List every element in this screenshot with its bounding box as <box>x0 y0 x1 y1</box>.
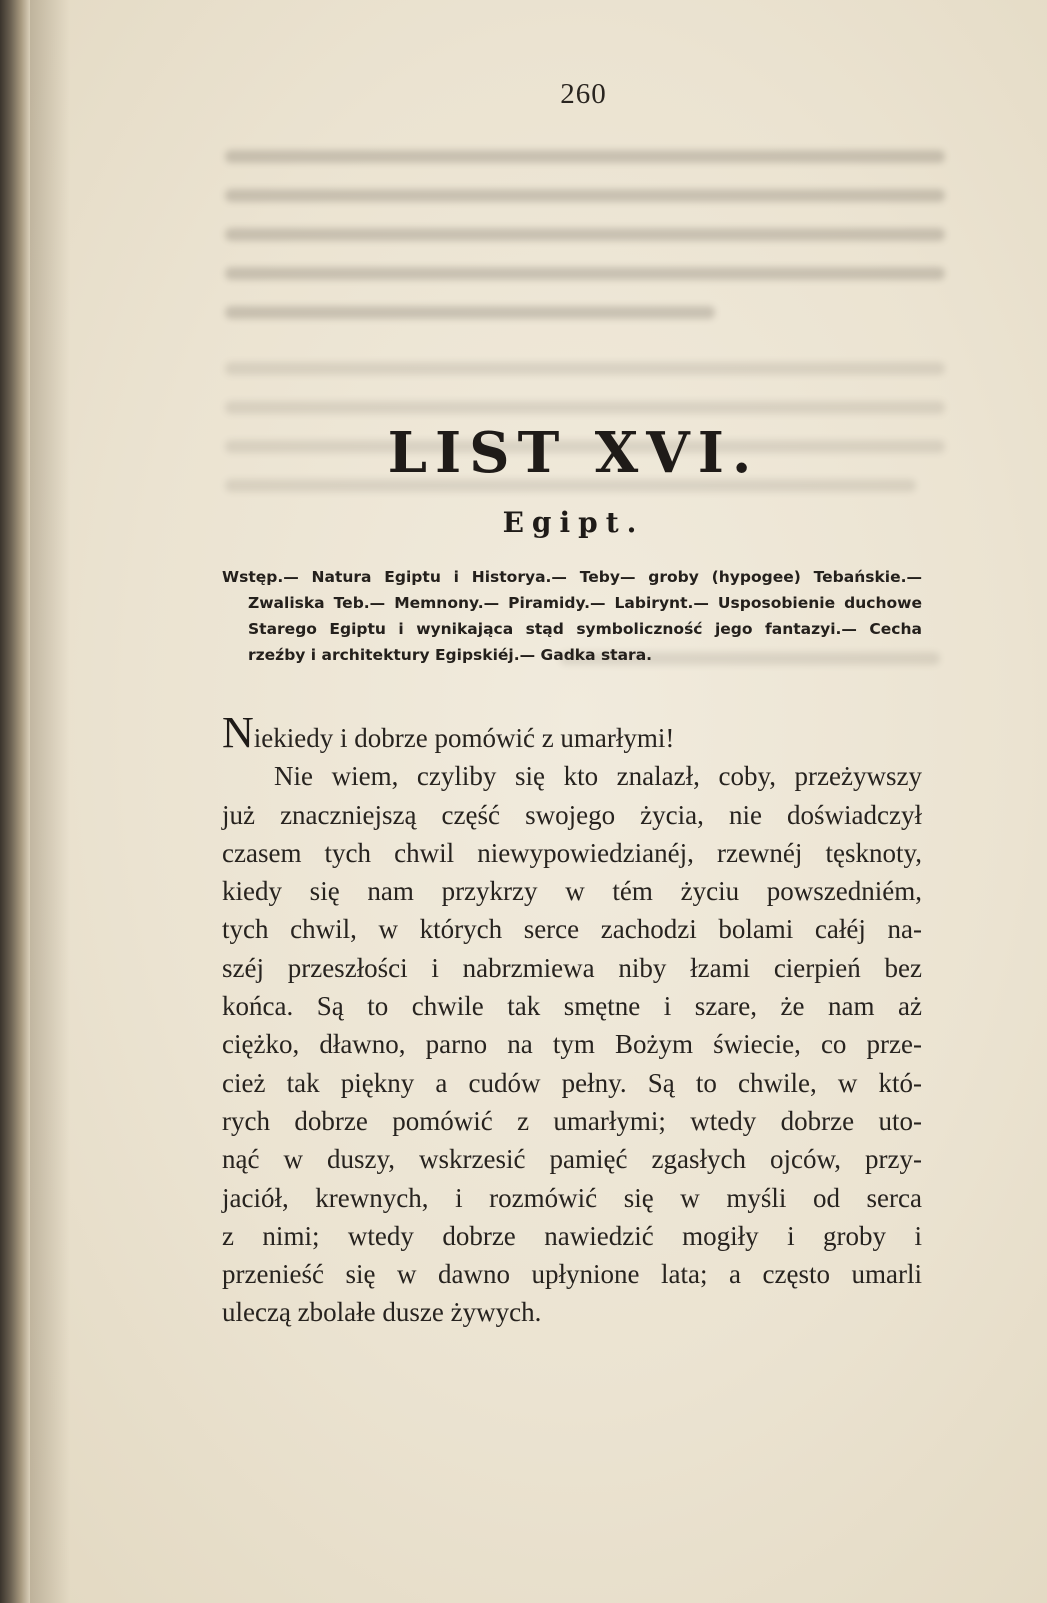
body-line: ciężko, dławno, parno na tym Bożym świecie, co prze- <box>222 1029 922 1060</box>
body-line: końca. Są to chwile tak smętne i szare, że nam aż <box>222 991 922 1022</box>
summary-line: Starego Egiptu i wynikająca stąd symboliczność jego fantazyi.— Cecha <box>248 620 922 638</box>
summary-line: rzeźby i architektury Egipskiéj.— Gadka stara. <box>248 646 653 664</box>
body-line: nąć w duszy, wskrzesić pamięć zgasłych ojców, przy- <box>222 1144 922 1175</box>
body-line: iekiedy i dobrze pomówić z umarłymi! <box>253 723 675 753</box>
body-line: z nimi; wtedy dobrze nawiedzić mogiły i groby i <box>222 1220 922 1251</box>
body-line: széj przeszłości i nabrzmiewa niby łzami cierpień bez <box>222 952 922 983</box>
drop-cap: N <box>222 708 254 757</box>
body-text <box>222 708 922 1332</box>
book-spine <box>0 0 30 1603</box>
chapter-summary <box>222 564 922 668</box>
summary-line: Zwaliska Teb.— Memnony.— Piramidy.— Labirynt.— Usposobienie duchowe <box>248 594 922 612</box>
body-line: jaciół, krewnych, i rozmówić się w myśli od serca <box>222 1182 922 1213</box>
body-line: cież tak piękny a cudów pełny. Są to chwile, w któ- <box>222 1067 922 1098</box>
body-line: tych chwil, w których serce zachodzi bolami całéj na- <box>222 914 922 945</box>
page-number: 260 <box>560 78 607 110</box>
body-line: rych dobrze pomówić z umarłymi; wtedy dobrze uto- <box>222 1105 922 1136</box>
body-line: kiedy się nam przykrzy w tém życiu powszedniém, <box>222 876 922 907</box>
body-line: już znaczniejszą część swojego życia, nie doświadczył <box>222 799 922 830</box>
chapter-subtitle: Egipt. <box>502 506 645 539</box>
body-line: uleczą zbolałe dusze żywych. <box>222 1297 542 1328</box>
spine-shadow <box>30 0 70 1603</box>
chapter-title: LIST XVI. <box>387 420 760 486</box>
body-line: przenieść się w dawno upłynione lata; a często umarli <box>222 1259 922 1290</box>
body-line: czasem tych chwil niewypowiedzianéj, rzewnéj tęsknoty, <box>222 837 922 868</box>
summary-line: Wstęp.— Natura Egiptu i Historya.— Teby— groby (hypogee) Tebańskie.— <box>222 568 922 586</box>
body-first-line <box>222 708 922 757</box>
body-line: Nie wiem, czyliby się kto znalazł, coby, przeżywszy <box>274 761 922 792</box>
